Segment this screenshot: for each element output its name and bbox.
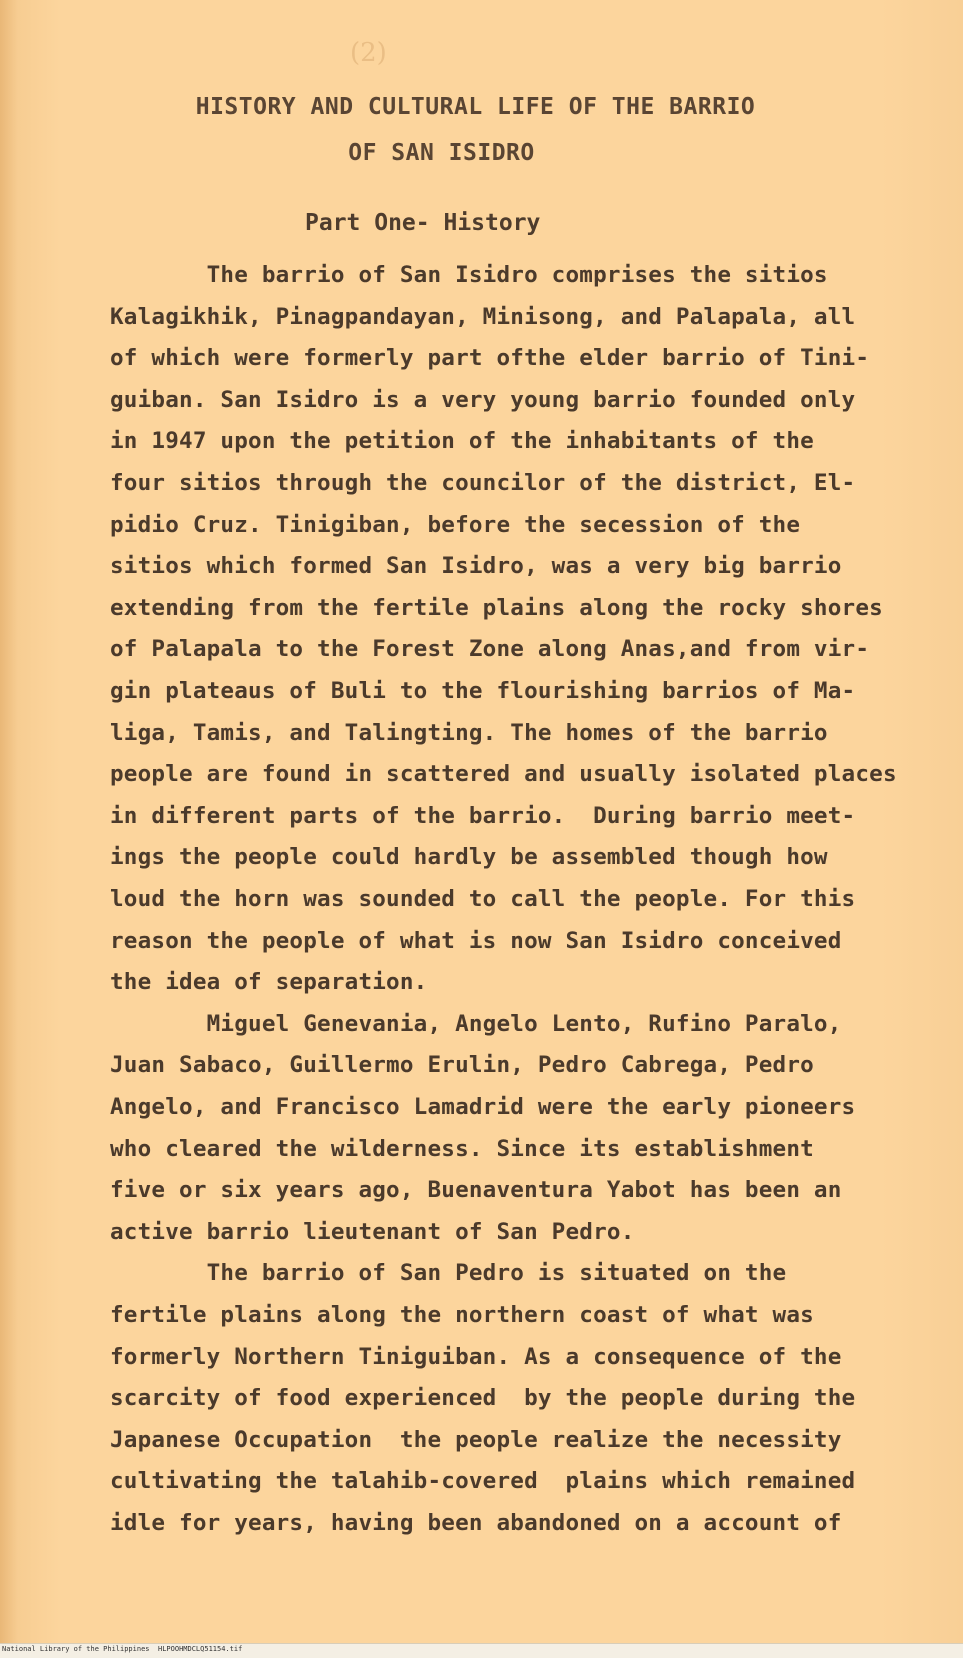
text-line: idle for years, having been abandoned on a account of xyxy=(110,1510,842,1536)
text-line: pidio Cruz. Tinigiban, before the secession of the xyxy=(110,511,801,538)
text-line: Miguel Genevania, Angelo Lento, Rufino Paralo, xyxy=(110,1010,842,1037)
text-line: fertile plains along the northern coast of what was xyxy=(110,1302,814,1328)
text-line: reason the people of what is now San Isidro conceived xyxy=(110,927,842,954)
text-line: sitios which formed San Isidro, was a very big barrio xyxy=(110,553,842,580)
text-line: The barrio of San Pedro is situated on the xyxy=(110,1260,787,1287)
text-line: Japanese Occupation the people realize the necessity xyxy=(110,1426,842,1453)
text-line: Angelo, and Francisco Lamadrid were the early pioneers xyxy=(110,1094,856,1120)
text-line: loud the horn was sounded to call the people. For this xyxy=(110,886,856,912)
text-line: in 1947 upon the petition of the inhabitants of the xyxy=(110,428,814,455)
document-title-line-2: OF SAN ISIDRO xyxy=(348,140,535,166)
text-line: four sitios through the councilor of the district, El- xyxy=(110,470,856,496)
text-line: extending from the fertile plains along the rocky shores xyxy=(110,594,883,621)
text-line: ings the people could hardly be assembled though how xyxy=(110,844,828,871)
text-line: scarcity of food experienced by the people during the xyxy=(110,1385,856,1412)
text-line: cultivating the talahib-covered plains which remained xyxy=(110,1468,856,1495)
document-title-line-1: HISTORY AND CULTURAL LIFE OF THE BARRIO xyxy=(195,94,756,120)
text-line: who cleared the wilderness. Since its establishment xyxy=(110,1135,814,1162)
bleed-through-mark: (2) xyxy=(350,38,387,68)
text-line: The barrio of San Isidro comprises the sitios xyxy=(110,262,828,288)
text-line: of Palapala to the Forest Zone along Anas,and from vir- xyxy=(110,636,870,663)
text-line: guiban. San Isidro is a very young barrio founded only xyxy=(110,386,856,413)
footer-bar xyxy=(0,1643,963,1658)
section-heading: Part One- History xyxy=(305,210,541,236)
text-line: five or six years ago, Buenaventura Yabot has been an xyxy=(110,1177,842,1204)
footer-file-id: HLPOOHMDCLQ51154.tif xyxy=(158,1645,243,1653)
text-line: in different parts of the barrio. During barrio meet- xyxy=(110,802,856,829)
text-line: Kalagikhik, Pinagpandayan, Minisong, and Palapala, all xyxy=(110,303,856,330)
text-line: formerly Northern Tiniguiban. As a consequence of the xyxy=(110,1343,842,1370)
text-line: Juan Sabaco, Guillermo Erulin, Pedro Cabrega, Pedro xyxy=(110,1052,814,1079)
text-line: people are found in scattered and usually isolated places xyxy=(110,761,897,788)
text-line: active barrio lieutenant of San Pedro. xyxy=(110,1218,635,1245)
text-line: the idea of separation. xyxy=(110,969,428,996)
text-line: gin plateaus of Buli to the flourishing barrios of Ma- xyxy=(110,678,856,704)
text-line: liga, Tamis, and Talingting. The homes of the barrio xyxy=(110,719,828,746)
text-line: of which were formerly part ofthe elder barrio of Tini- xyxy=(110,345,870,372)
footer-library: National Library of the Philippines xyxy=(2,1645,150,1653)
